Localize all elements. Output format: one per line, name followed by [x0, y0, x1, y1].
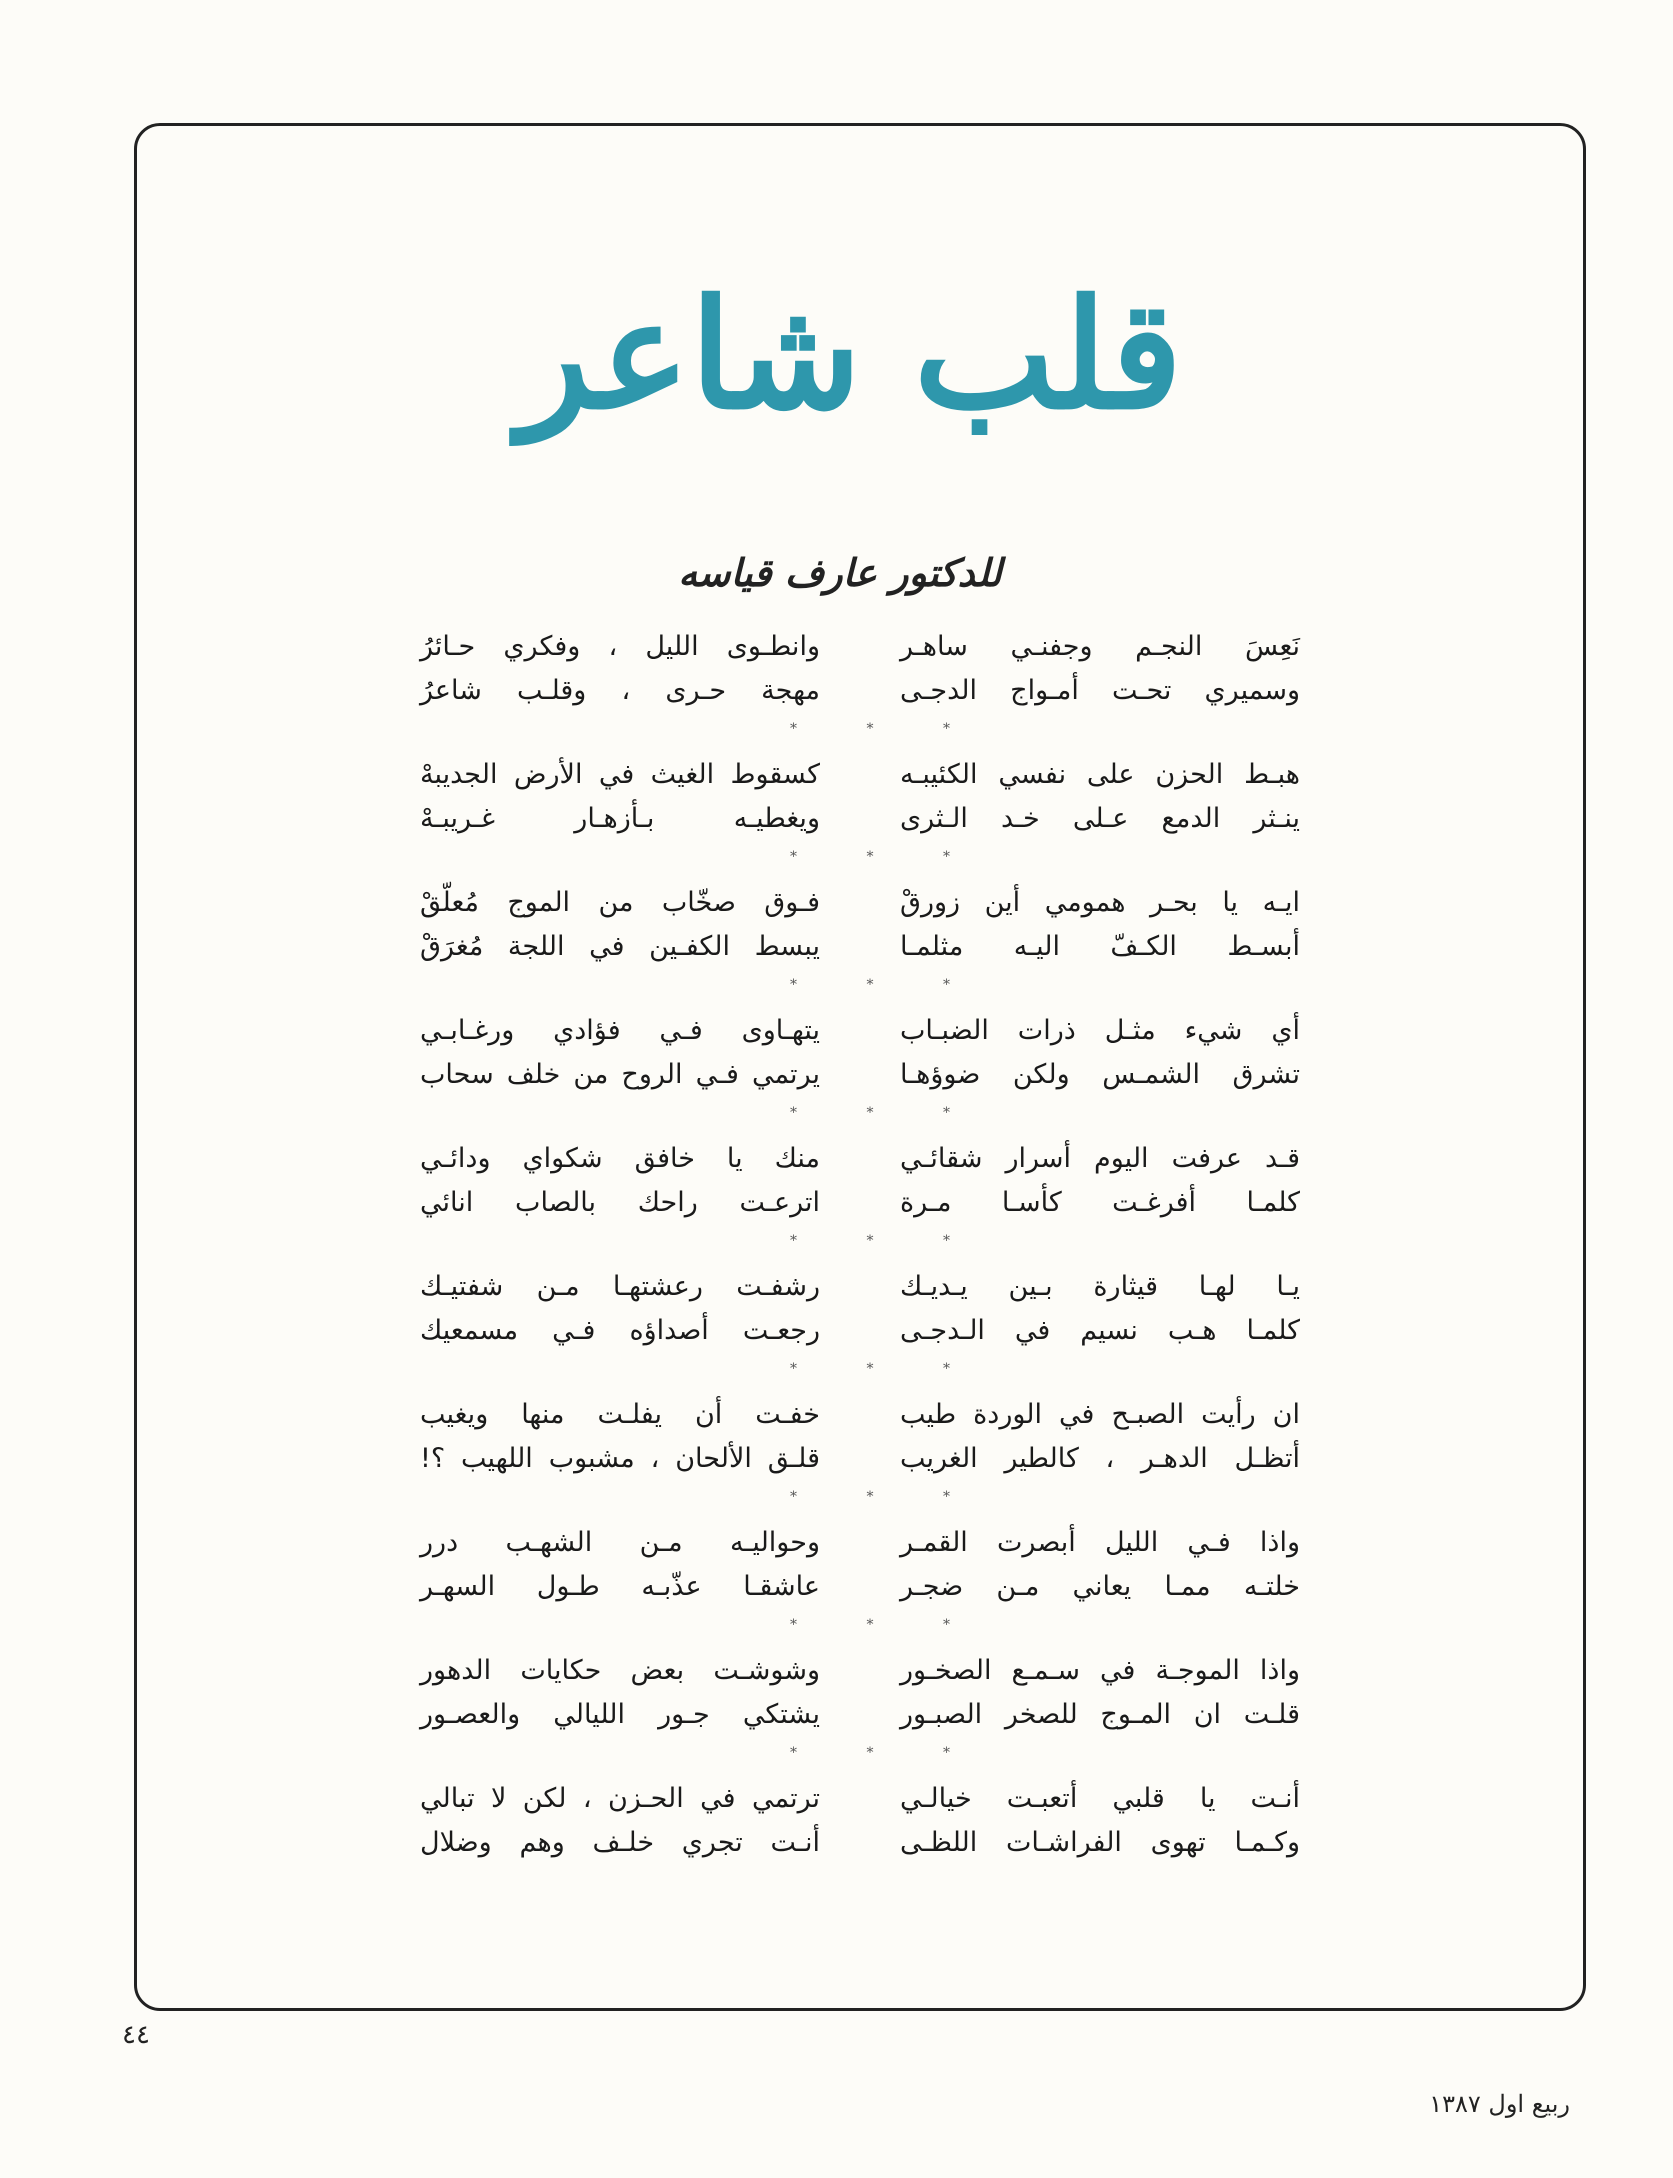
second-hemistich: فـوق صخّاب من الموج مُعلّقْ	[420, 887, 820, 918]
first-hemistich: واذا فـي الليل أبصرت القمـر	[900, 1527, 1300, 1558]
verse-line	[420, 669, 1300, 713]
verse-line	[420, 1693, 1300, 1737]
stanza	[420, 1777, 1300, 1905]
asterisk-icon: *	[943, 1489, 950, 1505]
verse-line	[420, 925, 1300, 969]
stanza	[420, 881, 1300, 1009]
second-hemistich: عاشقـا عذّبـه طـول السهـر	[420, 1571, 820, 1602]
second-hemistich: وانطـوى الليل ، وفكري حـائرُ	[420, 631, 820, 662]
first-hemistich: أبسـط الكـفّ اليـه مثلمـا	[900, 931, 1300, 962]
stanza-separator	[790, 977, 950, 1001]
stanza	[420, 1265, 1300, 1393]
stanza	[420, 753, 1300, 881]
first-hemistich: قلـت ان المـوج للصخر الصبـور	[900, 1699, 1300, 1730]
poem-title	[400, 240, 1300, 470]
first-hemistich: قـد عرفت اليوم أسرار شقائـي	[900, 1143, 1300, 1174]
verse-line	[420, 1821, 1300, 1865]
stanza	[420, 1521, 1300, 1649]
first-hemistich: أنـت يا قلبي أتعبـت خيالـي	[900, 1783, 1300, 1814]
second-hemistich: ترتمي في الحـزن ، لكن لا تبالي	[420, 1783, 820, 1814]
first-hemistich: أتظـل الدهـر ، كالطير الغريب	[900, 1443, 1300, 1474]
second-hemistich: يرتمي فـي الروح من خلف سحاب	[420, 1059, 820, 1090]
first-hemistich: واذا الموجـة في سـمـع الصخـور	[900, 1655, 1300, 1686]
stanza	[420, 1649, 1300, 1777]
verse-line	[420, 625, 1300, 669]
second-hemistich: منك يا خافق شكواي ودائـي	[420, 1143, 820, 1174]
asterisk-icon: *	[790, 849, 797, 865]
asterisk-icon: *	[790, 1489, 797, 1505]
poem-title-text: قلب شاعر	[517, 267, 1183, 443]
first-hemistich: كلمـا أفرغـت كأسـا مـرة	[900, 1187, 1300, 1218]
verse-line	[420, 1565, 1300, 1609]
asterisk-icon: *	[790, 977, 797, 993]
second-hemistich: رجعـت أصداؤه فـي مسمعيك	[420, 1315, 820, 1346]
first-hemistich: أي شيء مثـل ذرات الضبـاب	[900, 1015, 1300, 1046]
first-hemistich: وكـمـا تهوى الفراشـات اللظـى	[900, 1827, 1300, 1858]
stanza-separator	[790, 1617, 950, 1641]
asterisk-icon: *	[943, 849, 950, 865]
poem-author: للدكتور عارف قياسه	[678, 550, 1002, 595]
verse-line	[420, 1521, 1300, 1565]
second-hemistich: يتهـاوى فـي فؤادي ورغـابـي	[420, 1015, 820, 1046]
asterisk-icon: *	[866, 977, 874, 993]
verse-line	[420, 1393, 1300, 1437]
asterisk-icon: *	[943, 721, 950, 737]
second-hemistich: وحواليـه مـن الشهـب درر	[420, 1527, 820, 1558]
asterisk-icon: *	[866, 1489, 874, 1505]
asterisk-icon: *	[943, 1745, 950, 1761]
stanza	[420, 1393, 1300, 1521]
asterisk-icon: *	[790, 721, 797, 737]
asterisk-icon: *	[943, 1361, 950, 1377]
asterisk-icon: *	[866, 849, 874, 865]
verse-line	[420, 1265, 1300, 1309]
poem-body	[420, 625, 1300, 1905]
asterisk-icon: *	[790, 1361, 797, 1377]
second-hemistich: كسقوط الغيث في الأرض الجديبهْ	[420, 759, 820, 790]
asterisk-icon: *	[790, 1233, 797, 1249]
stanza-separator	[790, 1489, 950, 1513]
first-hemistich: هبـط الحزن على نفسي الكئيبـه	[900, 759, 1300, 790]
first-hemistich: وسميري تحـت أمـواج الدجـى	[900, 675, 1300, 706]
second-hemistich: اترعـت راحك بالصاب انائي	[420, 1187, 820, 1218]
second-hemistich: مهجة حـرى ، وقلـب شاعرُ	[420, 675, 820, 706]
verse-line	[420, 753, 1300, 797]
verse-line	[420, 1649, 1300, 1693]
first-hemistich: يـا لهـا قيثارة بـين يـديـك	[900, 1271, 1300, 1302]
first-hemistich: تشرق الشمـس ولكن ضوؤهـا	[900, 1059, 1300, 1090]
page-number: ٤٤	[122, 2020, 150, 2050]
verse-line	[420, 797, 1300, 841]
verse-line	[420, 1137, 1300, 1181]
first-hemistich: نَعِسَ النجـم وجفنـي ساهـر	[900, 631, 1300, 662]
first-hemistich: كلمـا هـب نسيم في الـدجـى	[900, 1315, 1300, 1346]
asterisk-icon: *	[866, 1361, 874, 1377]
asterisk-icon: *	[866, 721, 874, 737]
second-hemistich: قلـق الألحان ، مشبوب اللهيب ؟!	[420, 1443, 820, 1474]
verse-line	[420, 881, 1300, 925]
stanza-separator	[790, 721, 950, 745]
stanza-separator	[790, 849, 950, 873]
stanza-separator	[790, 1745, 950, 1769]
second-hemistich: رشفـت رعشتهـا مـن شفتيـك	[420, 1271, 820, 1302]
first-hemistich: خلتـه ممـا يعاني مـن ضجـر	[900, 1571, 1300, 1602]
issue-date: ربيع اول ١٣٨٧	[1429, 2090, 1570, 2118]
second-hemistich: يبسط الكفـين في اللجة مُغرَقْ	[420, 931, 820, 962]
asterisk-icon: *	[866, 1233, 874, 1249]
stanza	[420, 625, 1300, 753]
verse-line	[420, 1181, 1300, 1225]
stanza-separator	[790, 1233, 950, 1257]
asterisk-icon: *	[790, 1105, 797, 1121]
asterisk-icon: *	[943, 1617, 950, 1633]
stanza-separator	[790, 1105, 950, 1129]
second-hemistich: خفـت أن يفلـت منها ويغيب	[420, 1399, 820, 1430]
asterisk-icon: *	[943, 977, 950, 993]
stanza	[420, 1137, 1300, 1265]
stanza	[420, 1009, 1300, 1137]
asterisk-icon: *	[943, 1233, 950, 1249]
asterisk-icon: *	[790, 1745, 797, 1761]
verse-line	[420, 1437, 1300, 1481]
verse-line	[420, 1053, 1300, 1097]
first-hemistich: ايـه يا بحـر همومي أين زورقْ	[900, 887, 1300, 918]
asterisk-icon: *	[790, 1617, 797, 1633]
first-hemistich: ينـثر الدمع عـلى خـد الـثرى	[900, 803, 1300, 834]
first-hemistich: ان رأيت الصبـح في الوردة طيب	[900, 1399, 1300, 1430]
asterisk-icon: *	[866, 1745, 874, 1761]
asterisk-icon: *	[943, 1105, 950, 1121]
verse-line	[420, 1009, 1300, 1053]
second-hemistich: ويغطيـه بـأزهـار غـريبـهْ	[420, 803, 820, 834]
verse-line	[420, 1777, 1300, 1821]
second-hemistich: أنـت تجري خلـف وهم وضلال	[420, 1827, 820, 1858]
second-hemistich: وشوشـت بعض حكايات الدهور	[420, 1655, 820, 1686]
verse-line	[420, 1309, 1300, 1353]
stanza-separator	[790, 1361, 950, 1385]
asterisk-icon: *	[866, 1105, 874, 1121]
asterisk-icon: *	[866, 1617, 874, 1633]
second-hemistich: يشتكي جـور الليالي والعصـور	[420, 1699, 820, 1730]
